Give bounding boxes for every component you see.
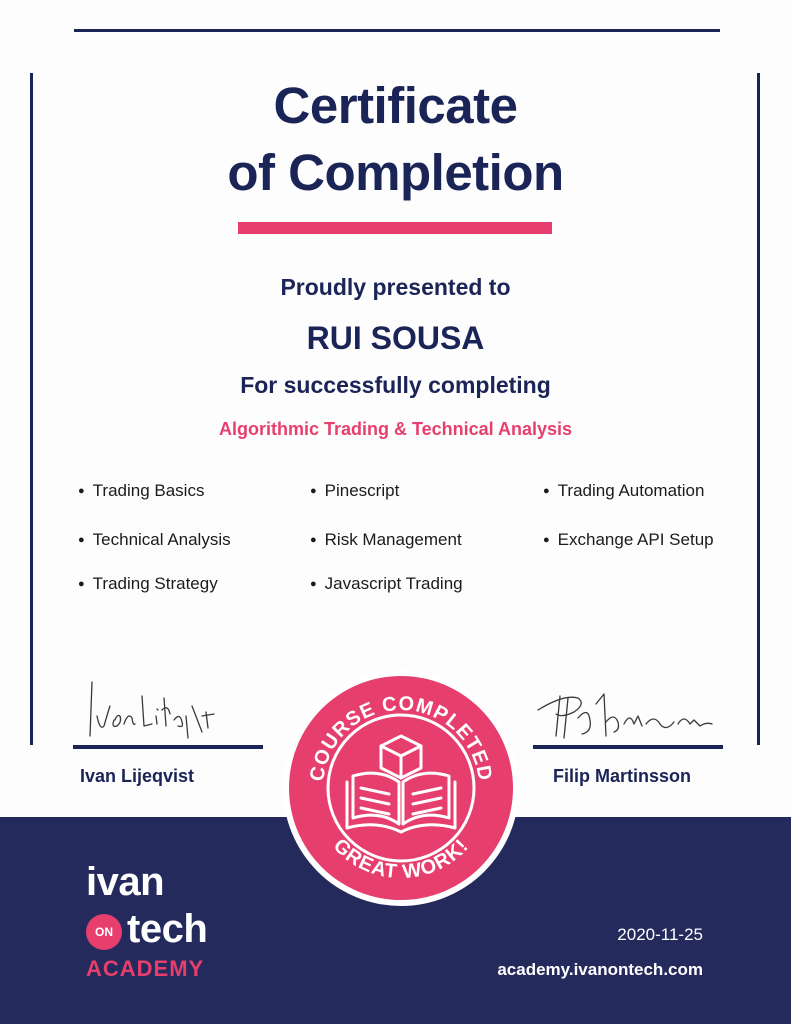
right-signature-line — [533, 745, 723, 749]
topic-item: ● Javascript Trading — [310, 574, 463, 594]
certificate-title-line2: of Completion — [227, 144, 564, 201]
topic-item: ● Trading Strategy — [78, 574, 218, 594]
title-underline — [238, 222, 552, 234]
presented-to-text: Proudly presented to — [280, 274, 511, 300]
left-signature — [84, 676, 224, 742]
topic-item: ● Trading Automation — [543, 481, 704, 501]
logo-tech-text: tech — [127, 907, 208, 951]
left-signature-line — [73, 745, 263, 749]
top-border-line — [74, 29, 720, 32]
topic-item: ● Pinescript — [310, 481, 399, 501]
logo-academy-text: ACADEMY — [86, 956, 205, 981]
badge-top-text: COURSE COMPLETED — [306, 692, 496, 783]
logo-on-badge: ON — [86, 914, 122, 950]
badge-bottom-text: GREAT WORK! — [328, 834, 474, 884]
logo-ivan-text: ivan — [86, 860, 165, 904]
certificate-title-line1: Certificate — [273, 77, 518, 134]
right-signer-name: Filip Martinsson — [553, 766, 692, 786]
topic-item: ● Risk Management — [310, 530, 462, 550]
topic-item: ● Trading Basics — [78, 481, 204, 501]
academy-url: academy.ivanontech.com — [497, 960, 703, 979]
issue-date: 2020-11-25 — [617, 925, 703, 944]
course-completed-badge — [281, 668, 521, 908]
course-name: Algorithmic Trading & Technical Analysis — [218, 419, 573, 439]
topic-item: ● Technical Analysis — [78, 530, 231, 550]
right-signature — [534, 684, 724, 744]
topic-item: ● Exchange API Setup — [543, 530, 714, 550]
left-signer-name: Ivan Lijeqvist — [80, 766, 195, 786]
completing-text: For successfully completing — [240, 372, 551, 398]
recipient-name: RUI SOUSA — [306, 320, 485, 356]
